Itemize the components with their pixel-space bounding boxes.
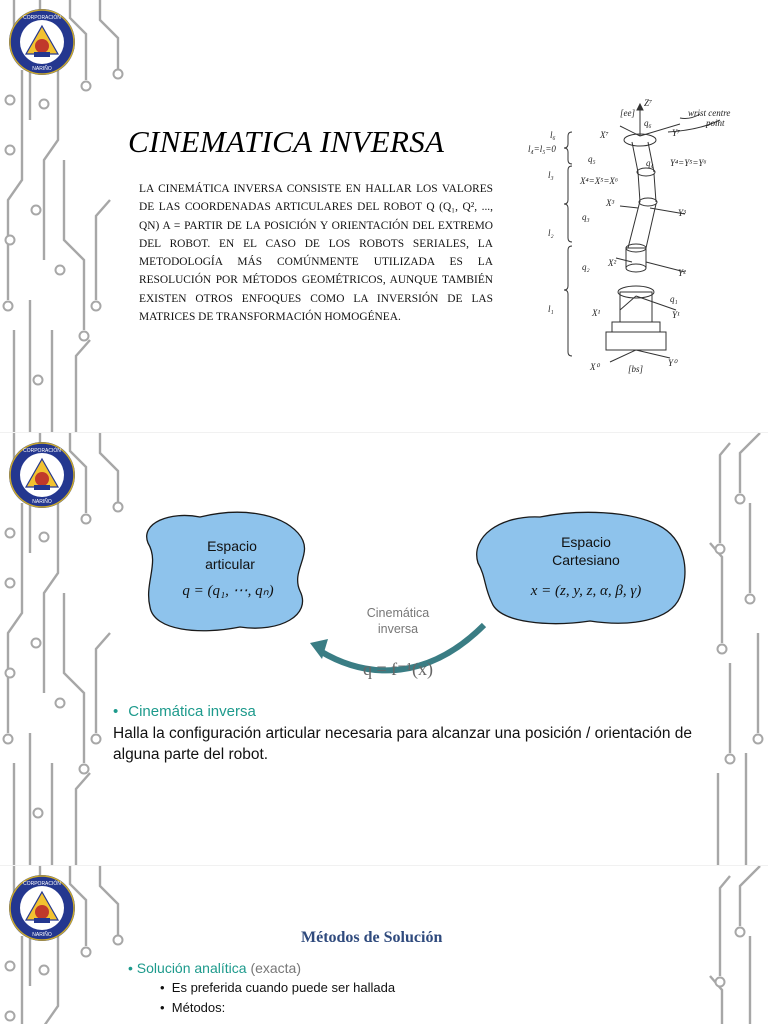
label-l1: l₁ — [548, 304, 554, 314]
label-y7: Y⁷ — [672, 128, 681, 138]
label-x1: X¹ — [592, 308, 601, 318]
circuit-decoration-right — [700, 866, 768, 1024]
label-ee: [ee] — [620, 108, 635, 118]
label-q4: q₄ — [646, 158, 654, 168]
circuit-decoration-right — [700, 433, 768, 866]
slide-3 — [0, 866, 768, 1024]
bullet-analytic-solution: • Solución analítica (exacta) — [128, 960, 302, 976]
label-q1: q₁ — [670, 294, 678, 304]
label-x7: X⁷ — [600, 130, 609, 140]
label-wrist: wrist centre — [688, 108, 731, 118]
university-logo — [8, 8, 76, 76]
arrow-label-1: Cinemática — [366, 606, 430, 620]
label-y4: Y⁴=Y⁵=Y⁶ — [670, 158, 707, 168]
body-paragraph: LA CINEMÁTICA INVERSA CONSISTE EN HALLAR LOS VALORES DE LAS COORDENADAS ARTICULARES DEL ROBOT Q (Q₁, Q², ..., QN) A = PARTIR DE LA POSICIÓN Y ORIENTACIÓN DEL EXTREMO DEL ROBOT. EN EL CASO DE LOS ROBOTS SERIALES, LA METODOLOGÍA MÁS COMÚNMENTE UTILIZADA ES LA RESOLUCIÓN POR MÉTODOS GEOMÉTRICOS, AUNQUE TAMBIÉN EXISTEN OTROS ENFOQUES COMO LA INVERSIÓN DE LAS MATRICES DE TRANSFORMACIÓN HOMOGÉNEA. — [139, 183, 493, 324]
sub-bullet-preferred: • Es preferida cuando puede ser hallada — [160, 980, 396, 995]
label-x0: X⁰ — [590, 362, 600, 372]
sub-bullet-methods: • Métodos: — [160, 1000, 226, 1015]
label-q3: q₃ — [582, 212, 590, 222]
label-y2: Y² — [678, 268, 686, 278]
label-l6: l₆ — [550, 130, 556, 140]
label-l3: l₃ — [548, 170, 554, 180]
label-y1: Y¹ — [672, 310, 680, 320]
description-text: Halla la configuración articular necesaria para alcanzar una posición / orientación de alguna parte del robot. — [113, 725, 693, 763]
arrow-label-2: inversa — [377, 622, 419, 636]
label-x2: X² — [608, 258, 617, 268]
inverse-equation: q = f⁻¹(x) — [362, 659, 434, 679]
label-q6: q₆ — [644, 118, 652, 128]
label-z7: Z⁷ — [644, 98, 653, 108]
university-logo — [8, 441, 76, 509]
university-logo — [8, 874, 76, 942]
bullet-inverse-kinematics: • Cinemática inversa — [113, 703, 256, 720]
label-point: point — [706, 118, 725, 128]
joint-space-label-1: Espacio — [207, 538, 257, 554]
label-x4: X⁴=X⁵=X⁶ — [580, 176, 619, 186]
label-q5: q₅ — [588, 154, 596, 164]
cartesian-space-label-2: Cartesiano — [552, 552, 620, 568]
joint-space-label-2: articular — [205, 556, 255, 572]
label-y0: Y⁰ — [668, 358, 677, 368]
label-bs: [bs] — [628, 364, 644, 374]
label-x3: X³ — [606, 198, 615, 208]
cartesian-space-label-1: Espacio — [561, 534, 611, 550]
robot-kinematic-diagram — [520, 96, 765, 378]
label-l2: l₂ — [548, 228, 554, 238]
section-title: Métodos de Solución — [301, 929, 443, 946]
cartesian-space-formula: x = (z, y, z, α, β, γ) — [530, 583, 642, 599]
label-l4l5: l₄=l₅=0 — [528, 144, 556, 154]
slide-2 — [0, 433, 768, 866]
joint-space-formula: q = (q₁, ⋯, qₙ) — [182, 583, 274, 599]
slide-title: CINEMATICA INVERSA — [128, 124, 445, 159]
label-q2: q₂ — [582, 262, 590, 272]
slide-1 — [0, 0, 768, 433]
kinematics-diagram — [130, 503, 700, 683]
label-y3: Y³ — [678, 208, 686, 218]
